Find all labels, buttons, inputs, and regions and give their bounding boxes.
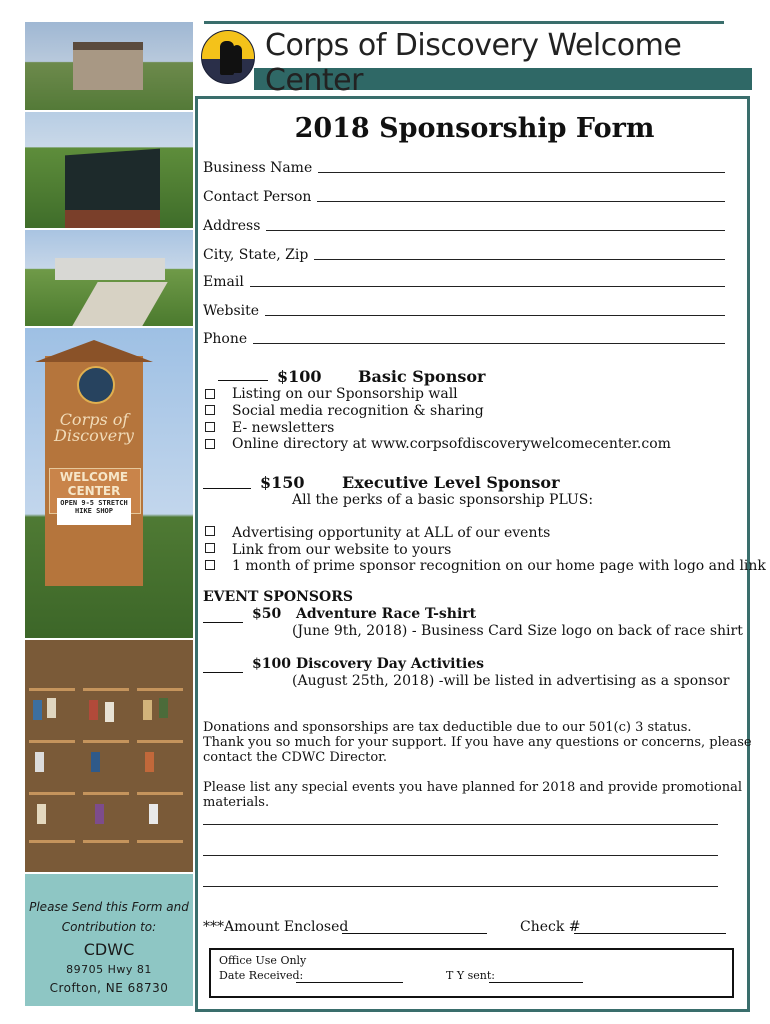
sign-welcome-text: WELCOME CENTER bbox=[59, 470, 129, 498]
logo-figure bbox=[232, 45, 242, 73]
shelf bbox=[137, 740, 183, 743]
walkway-shape bbox=[72, 282, 167, 326]
book bbox=[91, 752, 100, 772]
email-line[interactable] bbox=[250, 274, 725, 287]
book bbox=[159, 698, 168, 718]
date-received-label: Date Received: bbox=[219, 969, 304, 982]
tax-note-line-2: Thank you so much for your support. If you have any questions or concerns, please bbox=[203, 735, 752, 750]
photo-gift-shop-shelves bbox=[25, 640, 193, 872]
business-name-label: Business Name bbox=[203, 160, 313, 176]
contact-person-label: Contact Person bbox=[203, 189, 312, 205]
tax-note-line-3: contact the CDWC Director. bbox=[203, 750, 388, 765]
shelf bbox=[137, 840, 183, 843]
executive-perk-checkbox[interactable] bbox=[205, 560, 215, 570]
tax-note-line-1: Donations and sponsorships are tax deductible due to our 501(c) 3 status. bbox=[203, 720, 692, 735]
sign-script-text: Corps of Discovery bbox=[54, 410, 134, 445]
shelf bbox=[83, 688, 129, 691]
book bbox=[37, 804, 46, 824]
amount-enclosed-label: ***Amount Enclosed bbox=[203, 919, 349, 935]
city-state-zip-label: City, State, Zip bbox=[203, 247, 309, 263]
shelf bbox=[83, 840, 129, 843]
photo-historical-marker bbox=[25, 112, 193, 228]
basic-perk-checkbox[interactable] bbox=[205, 389, 215, 399]
shelf bbox=[83, 792, 129, 795]
basic-perk-1: Listing on our Sponsorship wall bbox=[232, 386, 458, 402]
address-line[interactable] bbox=[266, 218, 725, 231]
book bbox=[145, 752, 154, 772]
book bbox=[47, 698, 56, 718]
basic-perk-checkbox[interactable] bbox=[205, 422, 215, 432]
building-shape bbox=[73, 42, 143, 90]
address-label: Address bbox=[203, 218, 261, 234]
amount-enclosed-line[interactable] bbox=[342, 921, 487, 934]
executive-perk-3: 1 month of prime sponsor recognition on our home page with logo and link bbox=[232, 558, 766, 574]
sign-hours-text: OPEN 9-5 STRETCH HIKE SHOP bbox=[57, 498, 131, 525]
office-use-title: Office Use Only bbox=[219, 954, 307, 967]
header-top-rule bbox=[204, 21, 724, 24]
shelf bbox=[29, 688, 75, 691]
executive-sponsor-price: $150 bbox=[260, 473, 305, 492]
book bbox=[95, 804, 104, 824]
shelf bbox=[29, 840, 75, 843]
executive-perk-1: Advertising opportunity at ALL of our events bbox=[232, 525, 551, 541]
basic-sponsor-name: Basic Sponsor bbox=[358, 367, 486, 386]
address-field[interactable] bbox=[203, 218, 725, 238]
basic-perk-2: Social media recognition & sharing bbox=[232, 403, 484, 419]
email-label: Email bbox=[203, 274, 244, 290]
contribution-city: Crofton, NE 68730 bbox=[49, 981, 169, 995]
executive-subtitle: All the perks of a basic sponsorship PLUS: bbox=[292, 492, 594, 508]
city-state-zip-line[interactable] bbox=[314, 247, 725, 260]
basic-perk-4: Online directory at www.corpsofdiscoverywelcomecenter.com bbox=[232, 436, 671, 452]
plaque-base bbox=[65, 210, 160, 228]
website-label: Website bbox=[203, 303, 260, 319]
ty-sent-label: T Y sent: bbox=[446, 969, 495, 982]
building-shape bbox=[55, 258, 165, 280]
sign-roof bbox=[35, 340, 153, 362]
email-field[interactable] bbox=[203, 274, 725, 294]
shelf bbox=[29, 792, 75, 795]
book bbox=[35, 752, 44, 772]
contact-person-field[interactable] bbox=[203, 189, 725, 209]
book bbox=[105, 702, 114, 722]
phone-label: Phone bbox=[203, 331, 248, 347]
business-name-line[interactable] bbox=[318, 160, 725, 173]
event-2-price: $100 bbox=[252, 656, 291, 672]
event-2-blank[interactable] bbox=[203, 660, 243, 673]
events-write-line[interactable] bbox=[203, 886, 718, 887]
event-1-blank[interactable] bbox=[203, 610, 243, 623]
basic-sponsor-price: $100 bbox=[277, 367, 322, 386]
cdwc-logo-icon bbox=[201, 30, 255, 84]
center-title: Corps of Discovery Welcome Center bbox=[265, 28, 682, 98]
contribution-line-2: Contribution to: bbox=[61, 920, 157, 934]
executive-sponsor-name: Executive Level Sponsor bbox=[342, 473, 560, 492]
check-number-line[interactable] bbox=[574, 921, 726, 934]
photo-grounds-walkway bbox=[25, 230, 193, 326]
events-write-line[interactable] bbox=[203, 855, 718, 856]
basic-perk-3: E- newsletters bbox=[232, 420, 335, 436]
website-field[interactable] bbox=[203, 303, 725, 323]
check-number-label: Check # bbox=[520, 919, 581, 935]
contribution-org: CDWC bbox=[83, 940, 135, 959]
contact-person-line[interactable] bbox=[317, 189, 725, 202]
shelf bbox=[29, 740, 75, 743]
events-request-line-1: Please list any special events you have planned for 2018 and provide promotional bbox=[203, 780, 742, 795]
contribution-street: 89705 Hwy 81 bbox=[66, 963, 152, 976]
events-request-line-2: materials. bbox=[203, 795, 270, 810]
contribution-address-panel bbox=[25, 874, 193, 1006]
photo-welcome-center-building bbox=[25, 22, 193, 110]
form-heading: 2018 Sponsorship Form bbox=[294, 113, 655, 144]
website-line[interactable] bbox=[265, 303, 725, 316]
phone-line[interactable] bbox=[253, 331, 725, 344]
business-name-field[interactable] bbox=[203, 160, 725, 180]
basic-perk-checkbox[interactable] bbox=[205, 405, 215, 415]
executive-perk-checkbox[interactable] bbox=[205, 526, 215, 536]
ty-sent-line[interactable] bbox=[489, 970, 583, 983]
book bbox=[143, 700, 152, 720]
basic-perk-checkbox[interactable] bbox=[205, 439, 215, 449]
sign-logo-icon bbox=[77, 366, 115, 404]
phone-field[interactable] bbox=[203, 331, 725, 351]
events-write-line[interactable] bbox=[203, 824, 718, 825]
book bbox=[89, 700, 98, 720]
event-sponsors-heading: EVENT SPONSORS bbox=[203, 589, 353, 605]
city-state-zip-field[interactable] bbox=[203, 247, 725, 267]
basic-sponsor-blank[interactable] bbox=[218, 368, 268, 381]
event-1-detail: (June 9th, 2018) - Business Card Size logo on back of race shirt bbox=[292, 623, 743, 639]
executive-perk-2: Link from our website to yours bbox=[232, 542, 452, 558]
event-1-price: $50 bbox=[252, 606, 282, 622]
shelf bbox=[137, 688, 183, 691]
book bbox=[33, 700, 42, 720]
event-2-name: Discovery Day Activities bbox=[296, 656, 485, 672]
event-1-name: Adventure Race T-shirt bbox=[296, 606, 477, 622]
executive-perk-checkbox[interactable] bbox=[205, 543, 215, 553]
plaque-shape bbox=[65, 149, 160, 218]
contribution-line-1: Please Send this Form and bbox=[29, 900, 189, 914]
book bbox=[149, 804, 158, 824]
shelf bbox=[137, 792, 183, 795]
event-2-detail: (August 25th, 2018) -will be listed in advertising as a sponsor bbox=[292, 673, 730, 689]
executive-sponsor-blank[interactable] bbox=[203, 476, 251, 489]
photo-welcome-sign bbox=[25, 328, 193, 638]
shelf bbox=[83, 740, 129, 743]
date-received-line[interactable] bbox=[296, 970, 403, 983]
